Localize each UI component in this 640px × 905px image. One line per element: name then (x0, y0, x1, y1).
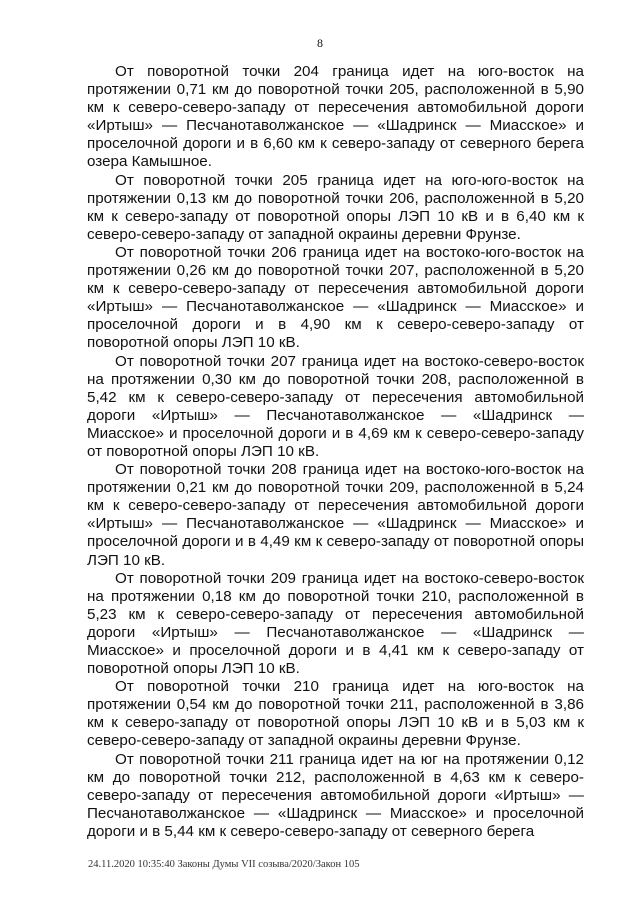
page-number: 8 (317, 36, 323, 50)
paragraph: От поворотной точки 209 граница идет на востоко-северо-восток на протяжении 0,18 км до поворотной точки 210, расположенной в 5,23 км к северо-северо-западу от пересечения автомобильной дороги «Иртыш» — Песчанотаволжанское — «Шадринск — Миасское» и проселочной дороги и в 4,41 км к северо-западу от поворотной опоры ЛЭП 10 кВ. (87, 569, 584, 678)
footer-stamp: 24.11.2020 10:35:40 Законы Думы VII созыва/2020/Закон 105 (88, 859, 360, 870)
paragraph: От поворотной точки 208 граница идет на востоко-юго-восток на протяжении 0,21 км до поворотной точки 209, расположенной в 5,24 км к северо-северо-западу от пересечения автомобильной дороги «Иртыш» — Песчанотаволжанское — «Шадринск — Миасское» и проселочной дороги и в 4,49 км к северо-западу от поворотной опоры ЛЭП 10 кВ. (87, 461, 584, 569)
paragraph: От поворотной точки 204 граница идет на юго-восток на протяжении 0,71 км до поворотной точки 205, расположенной в 5,90 км к северо-северо-западу от пересечения автомобильной дороги «Иртыш» — Песчанотаволжанское — «Шадринск — Миасское» и проселочной дороги и в 6,60 км к северо-западу от северного берега озера Камышное. (87, 63, 584, 171)
document-body (87, 63, 584, 841)
paragraph: От поворотной точки 211 граница идет на юг на протяжении 0,12 км до поворотной точки 212, расположенной в 4,63 км к северо-северо-западу от пересечения автомобильной дороги «Иртыш» — Песчанотаволжанское — «Шадринск — Миасское» и проселочной дороги и в 5,44 км к северо-северо-западу от северного берега (87, 750, 584, 840)
paragraph: От поворотной точки 207 граница идет на востоко-северо-восток на протяжении 0,30 км до поворотной точки 208, расположенной в 5,42 км к северо-северо-западу от пересечения автомобильной дороги «Иртыш» — Песчанотаволжанское — «Шадринск — Миасское» и проселочной дороги и в 4,69 км к северо-северо-западу от поворотной опоры ЛЭП 10 кВ. (87, 352, 584, 460)
paragraph: От поворотной точки 210 граница идет на юго-восток на протяжении 0,54 км до поворотной точки 211, расположенной в 3,86 км к северо-западу от поворотной опоры ЛЭП 10 кВ и в 5,03 км к северо-северо-западу от западной окраины деревни Фрунзе. (87, 678, 584, 750)
paragraph: От поворотной точки 205 граница идет на юго-юго-восток на протяжении 0,13 км до поворотной точки 206, расположенной в 5,20 км к северо-западу от поворотной опоры ЛЭП 10 кВ и в 6,40 км к северо-северо-западу от западной окраины деревни Фрунзе. (87, 171, 584, 243)
paragraph: От поворотной точки 206 граница идет на востоко-юго-восток на протяжении 0,26 км до поворотной точки 207, расположенной в 5,20 км к северо-северо-западу от пересечения автомобильной дороги «Иртыш» — Песчанотаволжанское — «Шадринск — Миасское» и проселочной дороги и в 4,90 км к северо-северо-западу от поворотной опоры ЛЭП 10 кВ. (87, 243, 584, 352)
